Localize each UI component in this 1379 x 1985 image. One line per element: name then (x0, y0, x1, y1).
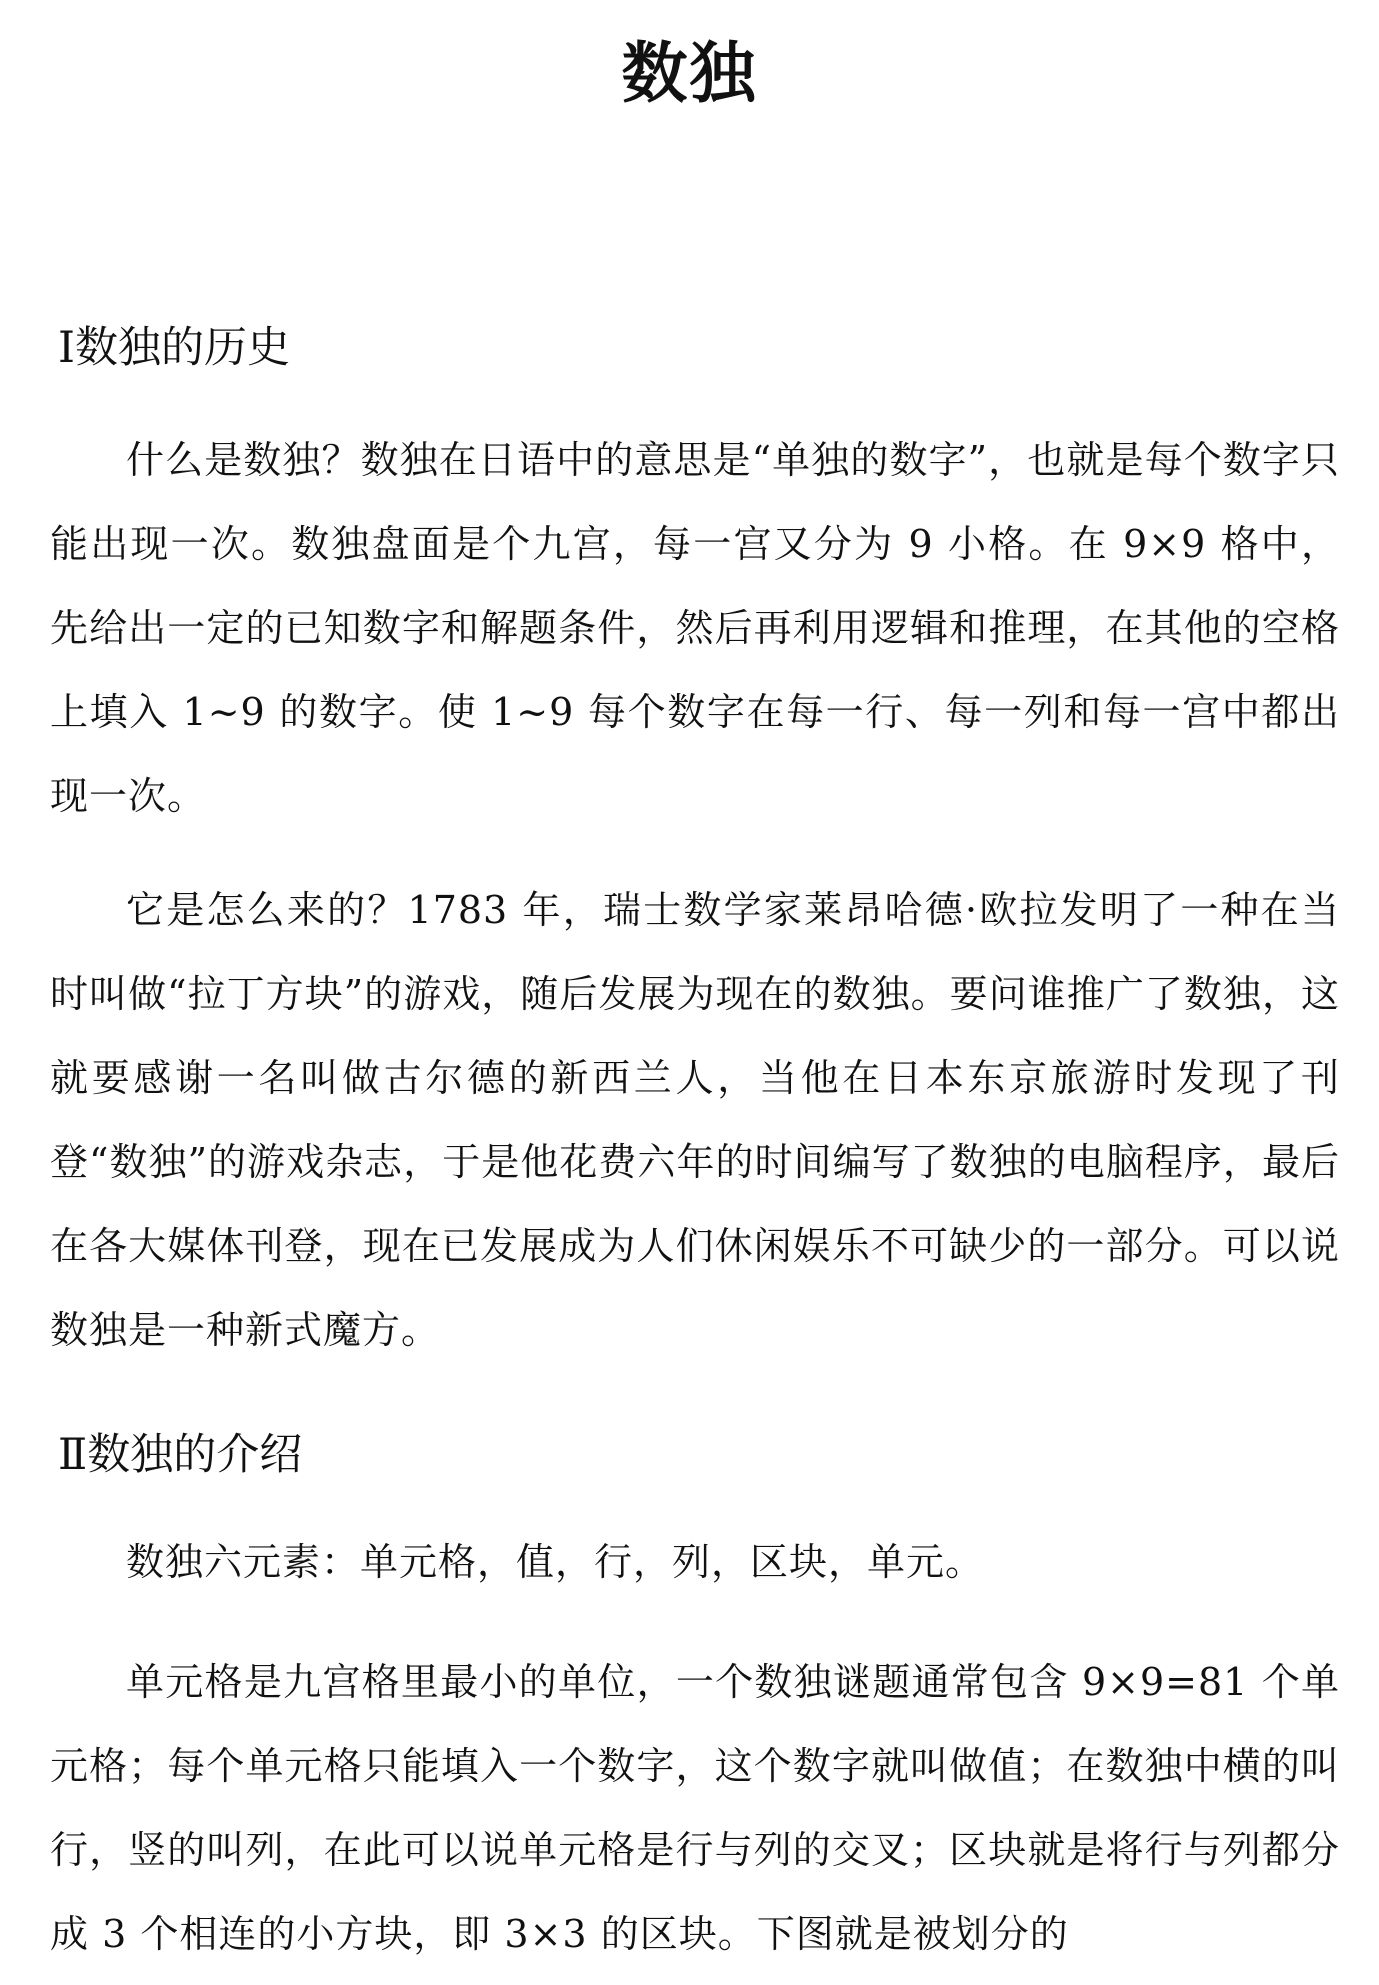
paragraph-origin: 它是怎么来的？1783 年，瑞士数学家莱昂哈德·欧拉发明了一种在当时叫做“拉丁方块”的游戏，随后发展为现在的数独。要问谁推广了数独，这就要感谢一名叫做古尔德的新西兰人，当他在日本东京旅游时发现了刊登“数独”的游戏杂志，于是他花费六年的时间编写了数独的电脑程序，最后在各大媒体刊登，现在已发展成为人们休闲娱乐不可缺少的一部分。可以说数独是一种新式魔方。 (50, 888, 1340, 1352)
paragraph-cell-definition: 单元格是九宫格里最小的单位，一个数独谜题通常包含 9×9=81 个单元格；每个单元格只能填入一个数字，这个数字就叫做值；在数独中横的叫行，竖的叫列，在此可以说单元格是行与列的交叉；区块就是将行与列都分成 3 个相连的小方块，即 3×3 的区块。下图就是被划分的 (50, 1660, 1340, 1956)
paragraph-six-elements: 数独六元素：单元格，值，行，列，区块，单元。 (126, 1540, 985, 1584)
section-heading-history: Ⅰ数独的历史 (58, 323, 290, 373)
document-title: 数独 (621, 34, 758, 112)
section-heading-introduction: Ⅱ数独的介绍 (58, 1430, 303, 1480)
paragraph-what-is-sudoku: 什么是数独？数独在日语中的意思是“单独的数字”，也就是每个数字只能出现一次。数独盘面是个九宫，每一宫又分为 9 小格。在 9×9 格中，先给出一定的已知数字和解题条件，然后再利用逻辑和推理，在其他的空格上填入 1~9 的数字。使 1~9 每个数字在每一行、每一列和每一宫中都出现一次。 (50, 438, 1340, 818)
